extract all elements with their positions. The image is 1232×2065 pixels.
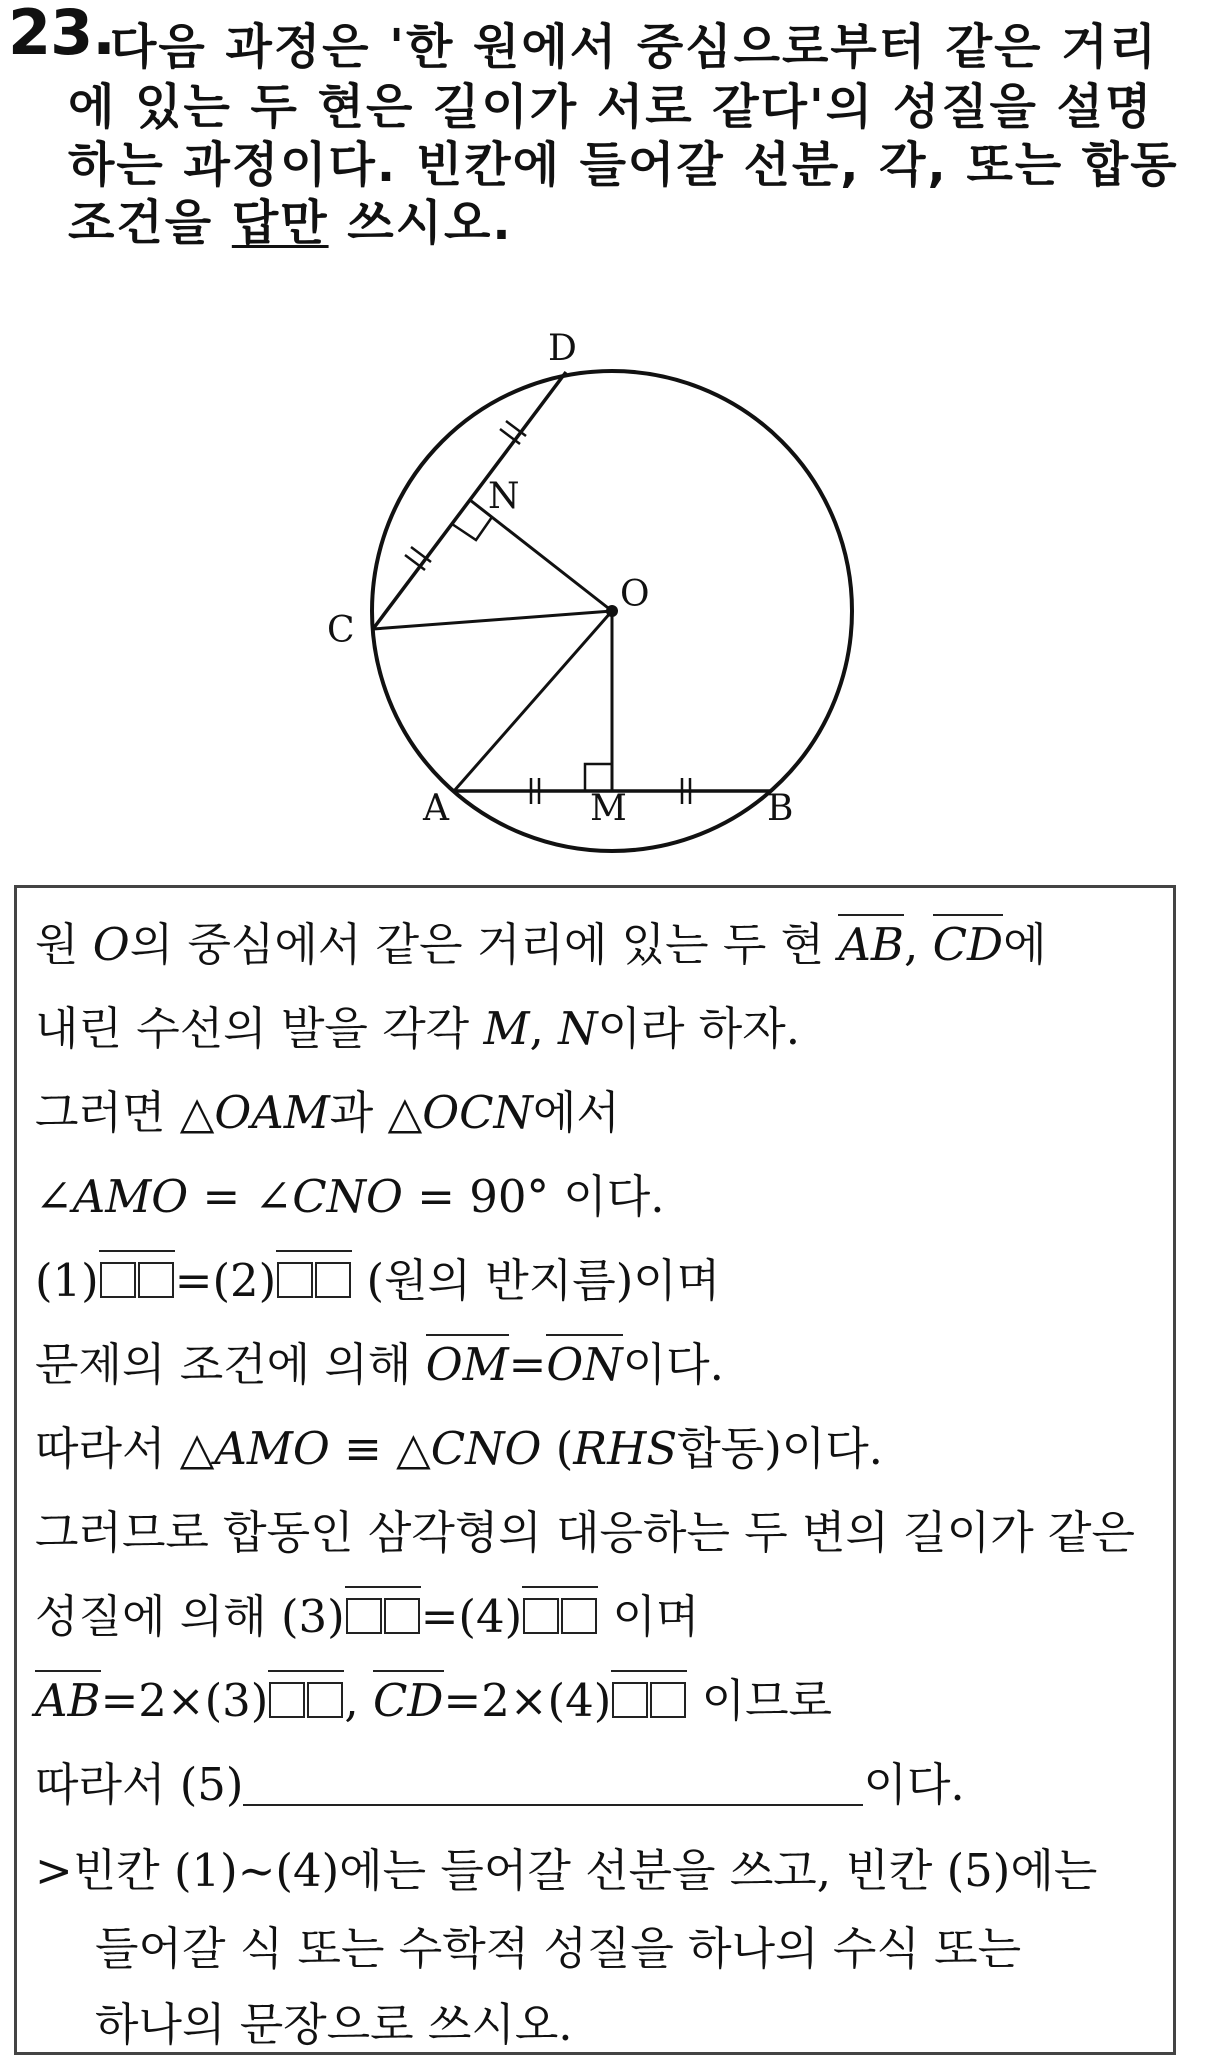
blank-1-boxes[interactable] (99, 1250, 175, 1307)
text: ≡ △ (329, 1422, 431, 1475)
angle-CNO: CNO (292, 1170, 403, 1223)
right-angle-mark-N (452, 517, 492, 540)
blank-2-boxes[interactable] (276, 1250, 352, 1307)
text: 이다. (622, 1338, 724, 1391)
text: 과 △ (329, 1086, 423, 1139)
chord-CD (373, 372, 566, 629)
center-point-O (606, 605, 618, 617)
blank-3-label: 성질에 의해 (3) (35, 1590, 345, 1643)
text: 에서 (532, 1086, 620, 1139)
text: ∠ (35, 1170, 73, 1223)
triangle-AMO: AMO (214, 1422, 330, 1475)
text: =2×(3) (100, 1674, 269, 1727)
right-angle-mark-M (585, 764, 612, 791)
note-line-2: 들어갈 식 또는 수학적 성질을 하나의 수식 또는 (95, 1922, 1022, 1975)
blank-2-label: =(2) (174, 1254, 277, 1307)
segment-OM-text: OM (426, 1334, 509, 1391)
text: = (508, 1338, 547, 1391)
segment-AB: AB (35, 1670, 101, 1727)
blank-3-boxes-repeat[interactable] (268, 1670, 344, 1727)
proof-line-11 (35, 1748, 965, 1813)
proof-line-4 (35, 1160, 665, 1225)
text: , (529, 1002, 559, 1055)
proof-line-1 (35, 908, 1047, 973)
proof-line-5 (35, 1244, 720, 1309)
blank-5-answer-line[interactable] (243, 1764, 863, 1806)
blank-1-label: (1) (35, 1254, 99, 1307)
angle-AMO: AMO (72, 1170, 189, 1223)
proof-line-10 (35, 1664, 832, 1729)
text: (원의 반지름)이며 (352, 1254, 721, 1307)
text: ( (541, 1422, 574, 1475)
proof-line-3 (35, 1076, 620, 1141)
rhs-label: RHS (573, 1422, 678, 1475)
proof-line-8: 그러므로 합동인 삼각형의 대응하는 두 변의 길이가 같은 (35, 1506, 1135, 1559)
text: 이라 하자. (597, 1002, 801, 1055)
text: 합동)이다. (677, 1422, 883, 1475)
text: 내린 수선의 발을 각각 (35, 1002, 484, 1055)
text: , (344, 1674, 373, 1727)
question-number: 23. (8, 0, 115, 69)
label-M: M (590, 788, 627, 829)
text: =2×(4) (443, 1674, 612, 1727)
text: 이므로 (687, 1674, 833, 1727)
answer-only-underlined: 답만 (231, 195, 329, 251)
math-O: O (92, 918, 130, 971)
text: 이며 (598, 1590, 700, 1643)
triangle-OAM: OAM (214, 1086, 330, 1139)
text: 에 (1003, 918, 1047, 971)
label-C: C (327, 610, 355, 651)
label-A: A (423, 788, 449, 829)
label-N: N (488, 476, 520, 517)
triangle-OCN: OCN (422, 1086, 533, 1139)
question-text-part: 쓰시오. (328, 195, 513, 251)
text: 따라서 △ (35, 1422, 215, 1475)
blank-3-boxes[interactable] (345, 1586, 421, 1643)
proof-box (14, 885, 1176, 2055)
segment-AB: AB (838, 914, 904, 971)
text: 이다. (863, 1758, 965, 1811)
question-text-line-3: 하는 과정이다. 빈칸에 들어갈 선분, 각, 또는 합동 (68, 137, 1179, 193)
question-text-line-2: 에 있는 두 현은 길이가 서로 같다'의 성질을 설명 (68, 79, 1154, 135)
question-text-part: 조건을 (68, 195, 232, 251)
segment-OC (373, 611, 612, 629)
triangle-CNO: CNO (430, 1422, 542, 1475)
question-text-line-1: 다음 과정은 '한 원에서 중심으로부터 같은 거리 (110, 19, 1158, 75)
note-line-3: 하나의 문장으로 쓰시오. (95, 1998, 573, 2051)
question-text-line-4 (68, 184, 513, 253)
text: 의 중심에서 같은 거리에 있는 두 현 (129, 918, 839, 971)
label-B: B (767, 788, 794, 829)
text: 문제의 조건에 의해 (35, 1338, 426, 1391)
proof-line-6 (35, 1328, 724, 1393)
math-N: N (558, 1002, 598, 1055)
text: = ∠ (188, 1170, 293, 1223)
label-D: D (548, 328, 577, 369)
blank-4-boxes[interactable] (522, 1586, 598, 1643)
text: 원 (35, 918, 93, 971)
blank-4-label: =(4) (420, 1590, 523, 1643)
label-O: O (620, 574, 650, 615)
circle-chord-figure (300, 318, 920, 878)
blank-5-label: 따라서 (5) (35, 1758, 244, 1811)
blank-4-boxes-repeat[interactable] (611, 1670, 687, 1727)
text: = 90° 이다. (402, 1170, 665, 1223)
segment-CD: CD (933, 914, 1004, 971)
proof-line-9 (35, 1580, 699, 1645)
math-M: M (483, 1002, 530, 1055)
proof-line-2 (35, 992, 800, 1057)
proof-line-7 (35, 1412, 883, 1477)
text: , (903, 918, 933, 971)
segment-ON-text: ON (546, 1334, 622, 1391)
segment-CD: CD (373, 1670, 444, 1727)
note-line-1: >빈칸 (1)~(4)에는 들어갈 선분을 쓰고, 빈칸 (5)에는 (35, 1844, 1098, 1897)
text: 그러면 △ (35, 1086, 215, 1139)
